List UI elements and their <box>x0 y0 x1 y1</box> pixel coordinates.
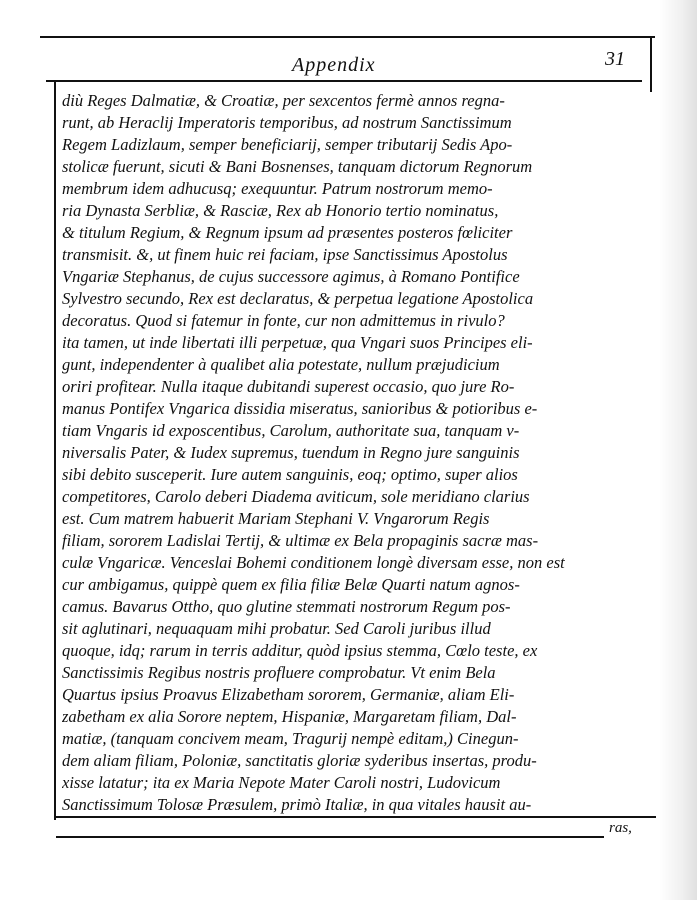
text-line: Sanctissimum Tolosæ Præsulem, primò Italiæ, in qua vitales hausit au- <box>62 795 532 814</box>
text-line: est. Cum matrem habuerit Mariam Stephani V. Vngarorum Regis <box>62 509 490 528</box>
text-line: xisse latatur; ita ex Maria Nepote Mater Caroli nostri, Ludovicum <box>62 773 501 792</box>
text-line: ita tamen, ut inde libertati illi perpetuæ, qua Vngari suos Principes eli- <box>62 333 533 352</box>
text-line: stolicæ fuerunt, sicuti & Bani Bosnenses, tanquam dictorum Regnorum <box>62 157 533 176</box>
text-line: ria Dynasta Serbliæ, & Rasciæ, Rex ab Honorio tertio nominatus, <box>62 201 499 220</box>
header-rule-top <box>40 36 655 38</box>
text-line: matiæ, (tanquam concivem meam, Tragurij nempè editam,) Cinegun- <box>62 729 519 748</box>
text-line: dem aliam filiam, Poloniæ, sanctitatis gloriæ syderibus insertas, produ- <box>62 751 537 770</box>
text-line: decoratus. Quod si fatemur in fonte, cur non admittemus in rivulo? <box>62 311 505 330</box>
text-line: niversalis Pater, & Iudex supremus, tuendum in Regno jure sanguinis <box>62 443 520 462</box>
text-line: diù Reges Dalmatiæ, & Croatiæ, per sexcentos fermè annos regna- <box>62 91 505 110</box>
text-line: gunt, independenter à qualibet alia potestate, nullum præjudicium <box>62 355 500 374</box>
page-edge-shadow <box>659 0 697 900</box>
header-rule-bottom <box>46 80 642 82</box>
text-line: camus. Bavarus Ottho, quo glutine stemmati nostrorum Regum pos- <box>62 597 511 616</box>
text-line: Sylvestro secundo, Rex est declaratus, & perpetua legatione Apostolica <box>62 289 534 308</box>
text-line: transmisit. &, ut finem huic rei faciam, ipse Sanctissimus Apostolus <box>62 245 508 264</box>
text-line: sit aglutinari, nequaquam mihi probatur. Sed Caroli juribus illud <box>62 619 491 638</box>
text-line: runt, ab Heraclij Imperatoris temporibus, ad nostrum Sanctissimum <box>62 113 512 132</box>
text-line: cur ambigamus, quippè quem ex filia filiæ Belæ Quarti natum agnos- <box>62 575 520 594</box>
text-line: competitores, Carolo deberi Diadema aviticum, sole meridiano clarius <box>62 487 530 506</box>
text-line: tiam Vngaris id exposcentibus, Carolum, authoritate sua, tanquam v- <box>62 421 520 440</box>
right-frame-line <box>650 36 652 92</box>
text-line: Vngariæ Stephanus, de cujus successore agimus, à Romano Pontifice <box>62 267 520 286</box>
text-line: Sanctissimis Regibus nostris profluere comprobatur. Vt enim Bela <box>62 663 496 682</box>
text-line: Quartus ipsius Proavus Elizabetham sororem, Germaniæ, aliam Eli- <box>62 685 515 704</box>
footer-rule-top <box>56 816 656 818</box>
footer-rule-bottom <box>56 836 604 838</box>
catchword: ras, <box>609 820 632 836</box>
text-line: membrum idem adhucusq; exequuntur. Patrum nostrorum memo- <box>62 179 493 198</box>
text-line: filiam, sororem Ladislai Tertij, & ultimæ ex Bela propaginis sacræ mas- <box>62 531 539 550</box>
text-line: zabetham ex alia Sorore neptem, Hispaniæ, Margaretam filiam, Dal- <box>62 707 517 726</box>
running-head: Appendix <box>292 54 376 76</box>
text-line: quoque, idq; rarum in terris additur, quòd ipsius stemma, Cœlo teste, ex <box>62 641 538 660</box>
text-line: manus Pontifex Vngarica dissidia miseratus, sanioribus & potioribus e- <box>62 399 538 418</box>
page-number: 31 <box>605 48 625 70</box>
text-line: oriri profitear. Nulla itaque dubitandi superest occasio, quo jure Ro- <box>62 377 515 396</box>
text-line: sibi debito susceperit. Iure autem sanguinis, eoq; optimo, super alios <box>62 465 518 484</box>
text-line: culæ Vngaricæ. Venceslai Bohemi conditionem longè diversam esse, non est <box>62 553 565 572</box>
text-line: & titulum Regium, & Regnum ipsum ad præsentes posteros fœliciter <box>62 223 513 242</box>
left-frame-line <box>54 80 56 820</box>
text-line: Regem Ladizlaum, semper beneficiarij, semper tributarij Sedis Apo- <box>62 135 513 154</box>
